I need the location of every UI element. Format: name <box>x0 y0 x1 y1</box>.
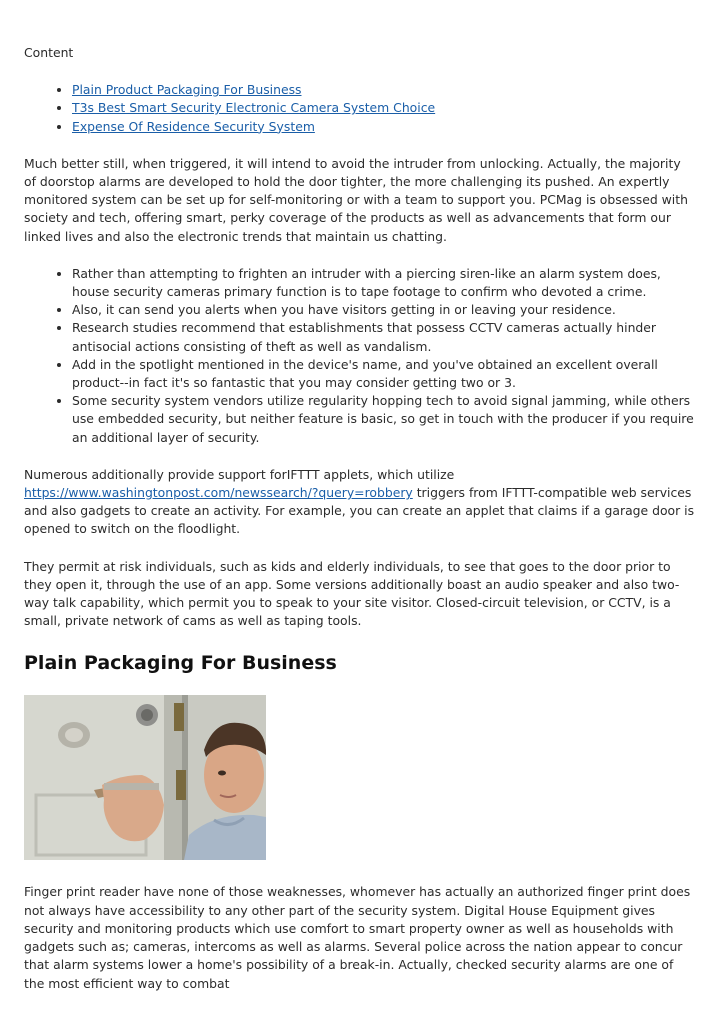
locksmith-photo <box>24 695 266 860</box>
toc-item <box>72 81 696 99</box>
section-heading: Plain Packaging For Business <box>24 652 337 675</box>
toc-item <box>72 118 696 136</box>
content-label: Content <box>24 45 74 60</box>
list-item: • Rather than attempting to frighten an intruder with a piercing siren-like an alarm system does, house security cameras primary function is to tape footage to confirm who devoted a crime. <box>72 265 696 301</box>
toc-link-security-expense[interactable]: Expense Of Residence Security System <box>72 118 315 134</box>
list-item: • Some security system vendors utilize regularity hopping tech to avoid signal jamming, while others use embedded security, but neither feature is basic, so get in touch with the producer if you require an additional layer of security. <box>72 392 696 447</box>
paragraph-intro: Much better still, when triggered, it will intend to avoid the intruder from unlocking. Actually, the majority of doorstop alarms are developed to hold the door tighter, the more challenging its pushed. An expertly monitored system can be set up for self-monitoring or with a team to support you. PCMag is obsessed with society and tech, offering smart, perky coverage of the products as well as advancements that form our linked lives and also the electronic trends that maintain us chatting. <box>24 155 688 244</box>
list-item: • Research studies recommend that establishments that possess CCTV cameras actually hinder antisocial actions consisting of theft as well as vandalism. <box>72 319 696 355</box>
paragraph-ifttt <box>24 466 696 539</box>
list-item: • Add in the spotlight mentioned in the device's name, and you've obtained an excellent overall product--in fact it's so fantastic that you may consider getting two or 3. <box>72 356 696 392</box>
article <box>24 44 696 993</box>
paragraph-cctv: They permit at risk individuals, such as kids and elderly individuals, to see that goes to the door prior to they open it, through the use of an app. Some versions additionally boast an audio speaker and also two-way talk capability, which permit you to speak to your site visitor. Closed-circuit television, or CCTV, is a small, private network of cams as well as taping tools. <box>24 558 680 629</box>
feature-list <box>24 265 696 447</box>
toc-link-camera-system[interactable]: T3s Best Smart Security Electronic Camera System Choice <box>72 100 436 116</box>
list-item: • Also, it can send you alerts when you have visitors getting in or leaving your residence. <box>72 301 696 319</box>
paragraph-ifttt-lead: Numerous additionally provide support forIFTTT applets, which utilize <box>24 466 455 482</box>
toc-link-plain-packaging[interactable]: Plain Product Packaging For Business <box>72 82 302 98</box>
table-of-contents <box>24 81 696 136</box>
paragraph-fingerprint: Finger print reader have none of those weaknesses, whomever has actually an authorized finger print does not always have accessibility to any other part of the security system. Digital House Equipment gives security and monitoring products which use comfort to smart property owner as well as households with gadgets such as; cameras, intercoms as well as alarms. Several police across the nation appear to concur that alarm systems lower a home's possibility of a break-in. Actually, checked security alarms are one of the most efficient way to combat <box>24 884 691 991</box>
washingtonpost-link[interactable]: https://www.washingtonpost.com/newssearch/?query=robbery <box>24 485 413 501</box>
toc-item <box>72 99 696 117</box>
paragraph-ifttt-rest: triggers from IFTTT-compatible web services and also gadgets to create an activity. For example, you can create an applet that claims if a garage door is opened to switch on the floodlight. <box>24 485 695 537</box>
